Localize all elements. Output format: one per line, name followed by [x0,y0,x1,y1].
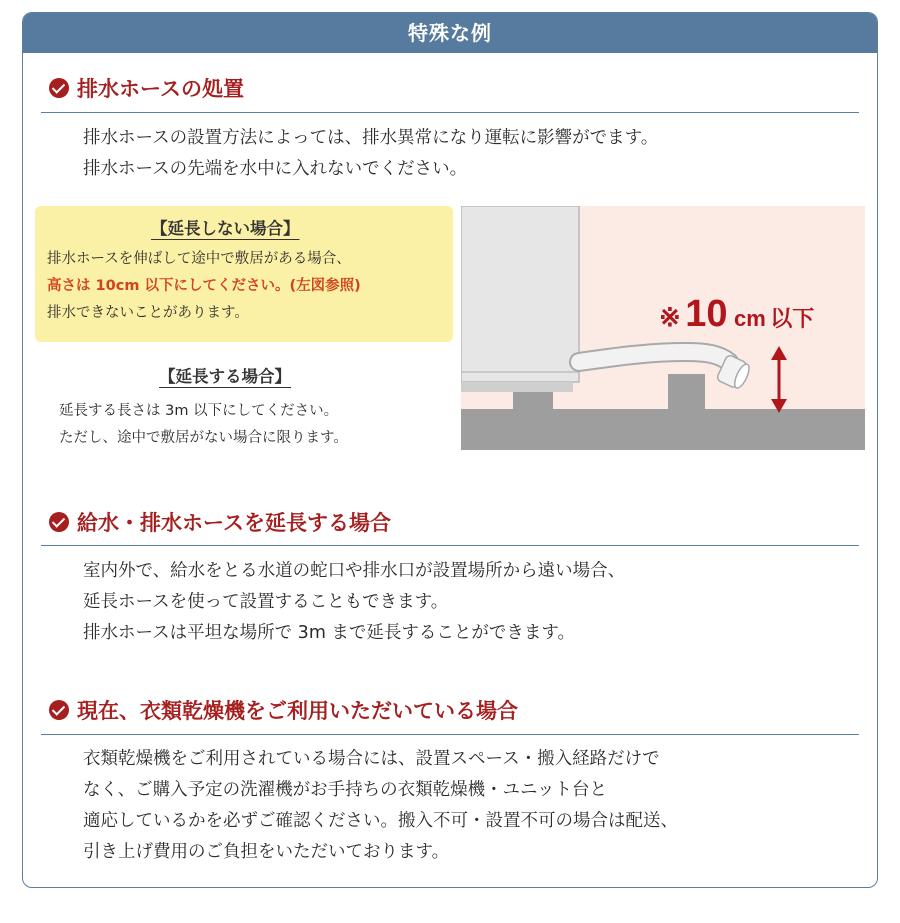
section-body-drain-hose [83,123,658,185]
body-line: なく、ご購入予定の洗濯機がお手持ちの衣類乾燥機・ユニット台と [83,780,607,800]
body-line: 引き上げ費用のご負担をいただいております。 [83,842,450,862]
drain-hose [579,352,729,362]
section-heading-hose-extension [49,507,391,537]
section-divider [41,112,859,113]
body-line: 排水ホースの設置方法によっては、排水異常になり運転に影響がでます。 [83,128,659,148]
extension-line: ただし、途中で敷居がない場合に限ります。 [59,430,348,446]
special-cases-card [22,12,878,888]
body-line: 室内外で、給水をとる水道の蛇口や排水口が設置場所から遠い場合、 [83,561,626,581]
section-title: 現在、衣類乾燥機をご利用いただいている場合 [77,699,518,723]
label-unit: cm [733,306,766,331]
check-circle-icon [49,512,69,532]
label-number: 10 [685,293,728,335]
extension-title: 【延長する場合】 [159,367,291,386]
body-line: 排水ホースは平坦な場所で 3m まで延長することができます。 [83,623,576,643]
section-body-hose-extension [83,556,625,649]
washing-machine [461,206,579,382]
body-line: 排水ホースの先端を水中に入れないでください。 [83,159,468,179]
no-extension-box [35,206,453,342]
floor [461,409,865,450]
drain-hose-illustration [461,206,865,450]
section-title: 排水ホースの処置 [77,77,244,101]
body-line: 適応しているかを必ずご確認ください。搬入不可・設置不可の場合は配送、 [83,811,678,831]
no-extension-line: 排水ホースを伸ばして途中で敷居がある場合、 [47,251,351,267]
threshold [668,374,705,410]
label-suffix: 以下 [770,306,815,331]
check-circle-icon [49,78,69,98]
check-circle-icon [49,700,69,720]
extension-line: 延長する長さは 3m 以下にしてください。 [59,403,339,419]
body-line: 衣類乾燥機をご利用されている場合には、設置スペース・搬入経路だけで [83,749,660,769]
no-extension-emphasis: 高さは 10cm 以下にしてください。(左図参照) [47,278,361,294]
machine-base [461,382,573,392]
section-divider [41,545,859,546]
no-extension-title: 【延長しない場合】 [151,219,300,238]
section-body-dryer [83,744,678,868]
no-extension-line: 排水できないことがあります。 [47,305,249,321]
body-line: 延長ホースを使って設置することもできます。 [83,592,449,612]
machine-foot [513,392,553,409]
banner-title: 特殊な例 [23,13,877,53]
section-heading-drain-hose [49,73,244,103]
section-divider [41,734,859,735]
section-title: 給水・排水ホースを延長する場合 [77,511,391,535]
section-heading-dryer [49,695,518,725]
label-prefix: ※ [659,302,681,332]
